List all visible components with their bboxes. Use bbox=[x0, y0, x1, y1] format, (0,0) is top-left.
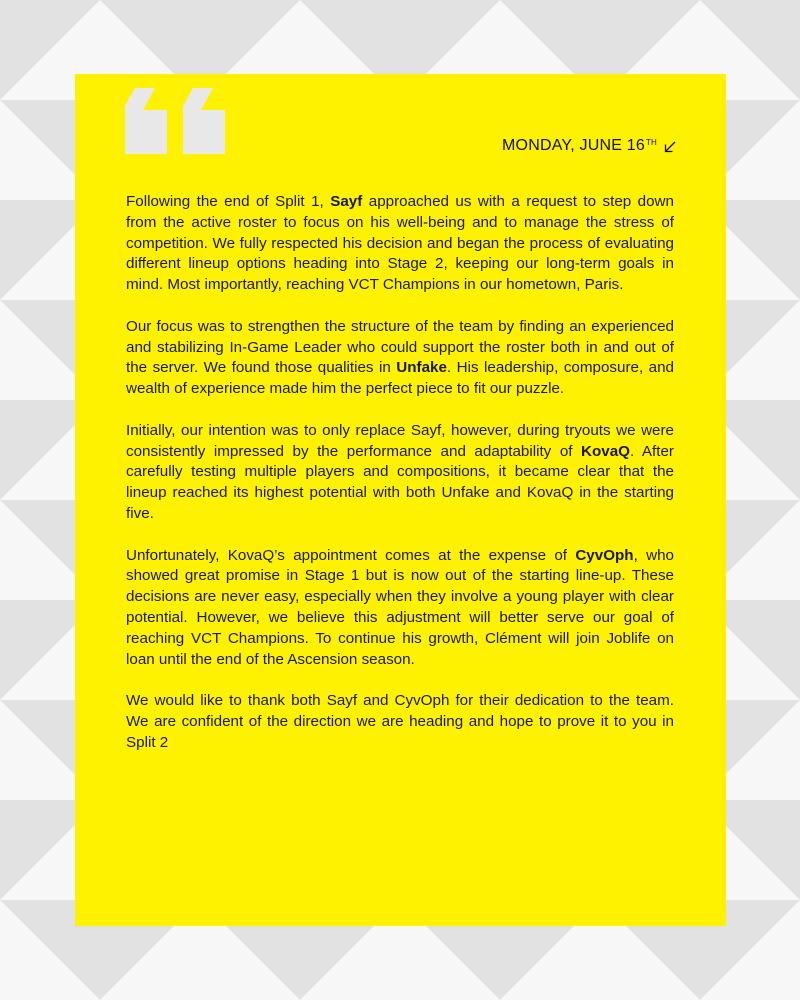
quote-mark-icon bbox=[125, 88, 229, 154]
text-span: . His leadership, composure, and wealth of experience made him the perfect piece to fit our puzzle. bbox=[126, 359, 674, 398]
announcement-body bbox=[126, 192, 674, 774]
date-suffix: TH bbox=[645, 138, 657, 147]
announcement-card bbox=[75, 74, 726, 926]
paragraph-2 bbox=[126, 317, 674, 400]
paragraph-5 bbox=[126, 691, 674, 753]
paragraph-3 bbox=[126, 421, 674, 525]
player-name-cyvoph: CyvOph bbox=[575, 546, 634, 564]
player-name-sayf: Sayf bbox=[330, 193, 363, 210]
player-name-unfake: Unfake bbox=[396, 359, 447, 377]
text-span: Initially, our intention was to only replace Sayf, however, during tryouts we were consistently impressed by the performance and adaptability of bbox=[126, 421, 674, 460]
text-span: Unfortunately, KovaQ’s appointment comes at the expense of bbox=[126, 546, 576, 564]
text-span: approached us with a request to step down from the active roster to focus on his well-being and to manage the stress of competition. We fully respected his decision and began the process of evaluating different lineup options heading into Stage 2, keeping our long-term goals in mind. Most importantly, reaching VCT Champions in our hometown, Paris. bbox=[126, 193, 674, 294]
text-span: . After carefully testing multiple players and compositions, it became clear that the lineup reached its highest potential with both Unfake and KovaQ in the starting five. bbox=[126, 442, 674, 522]
post-date bbox=[502, 137, 676, 155]
text-span: Our focus was to strengthen the structure of the team by finding an experienced and stabilizing In-Game Leader who could support the roster both in and out of the server. We found those qualities in bbox=[126, 317, 674, 377]
text-span: We would like to thank both Sayf and CyvOph for their dedication to the team. We are confident of the direction we are heading and hope to prove it to you in Split 2 bbox=[126, 692, 674, 751]
arrow-down-left-icon bbox=[664, 141, 676, 153]
text-span: Following the end of Split 1, bbox=[126, 193, 331, 210]
text-span: , who showed great promise in Stage 1 but is now out of the starting line-up. These decisions are never easy, especially when they involve a young player with clear potential. However, we believe this adjustment will better serve our goal of reaching VCT Champions. To continue his growth, Clément will join Joblife on loan until the end of the Ascension season. bbox=[126, 546, 674, 668]
player-name-kovaq: KovaQ bbox=[581, 442, 630, 460]
paragraph-1 bbox=[126, 192, 674, 296]
date-text: MONDAY, JUNE 16 bbox=[502, 137, 645, 154]
paragraph-4 bbox=[126, 546, 674, 671]
